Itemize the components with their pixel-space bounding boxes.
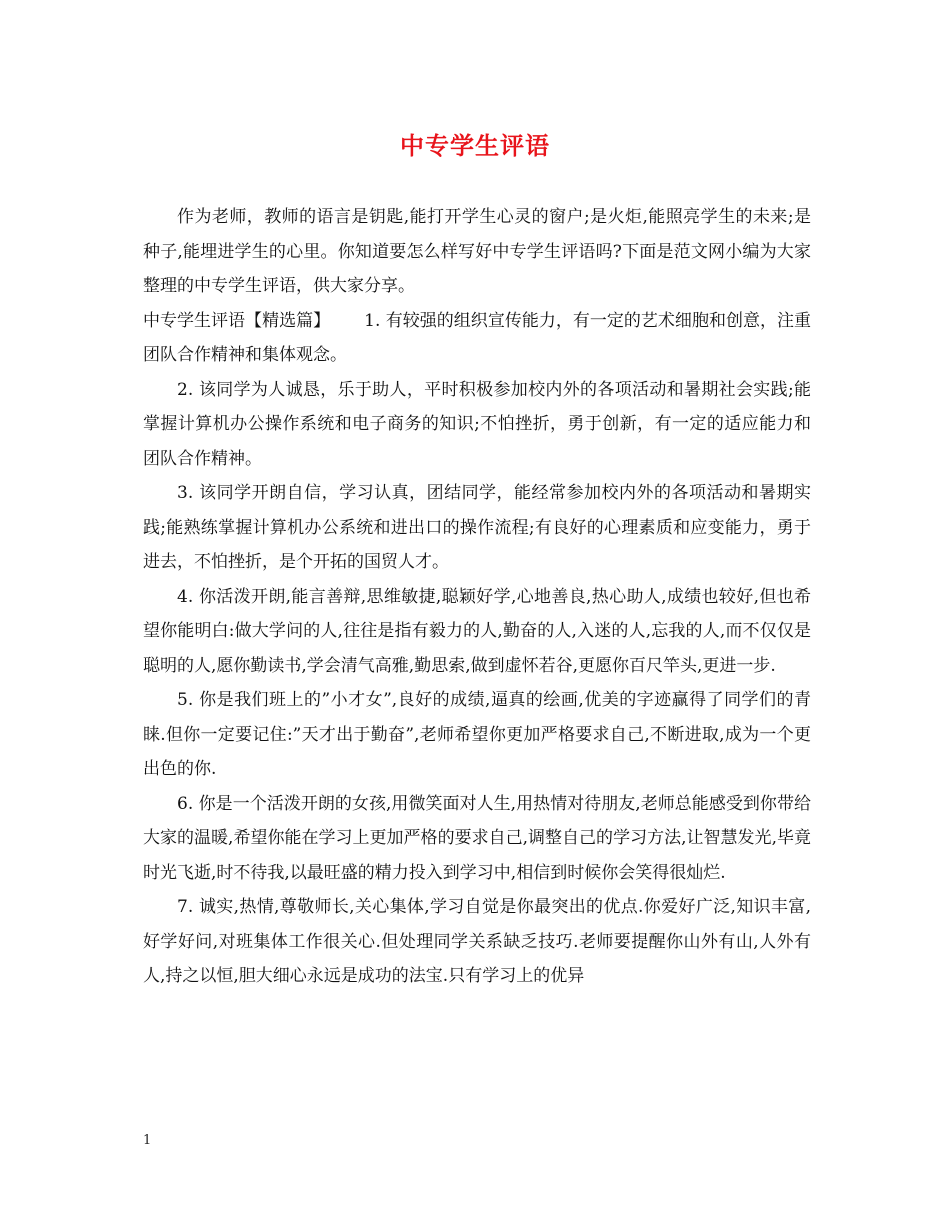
evaluation-item-4: 4. 你活泼开朗,能言善辩,思维敏捷,聪颖好学,心地善良,热心助人,成绩也较好,但也希望你能明白:做大学问的人,往往是指有毅力的人,勤奋的人,入迷的人,忘我的人,而不仅仅是聪明的人,愿你勤读书,学会清气高雅,勤思索,做到虚怀若谷,更愿你百尺竿头,更进一步. [143,586,811,676]
intro-paragraph: 作为老师，教师的语言是钥匙,能打开学生心灵的窗户;是火炬,能照亮学生的未来;是种子,能埋进学生的心里。你知道要怎么样写好中专学生评语吗?下面是范文网小编为大家整理的中专学生评语，供大家分享。 [143,207,811,296]
evaluation-item-2: 2. 该同学为人诚恳，乐于助人，平时积极参加校内外的各项活动和暑期社会实践;能掌握计算机办公操作系统和电子商务的知识;不怕挫折，勇于创新，有一定的适应能力和团队合作精神。 [143,379,811,469]
document-title: 中专学生评语 [400,131,550,160]
section-paragraph [143,304,811,373]
document-body [143,200,811,994]
page-number: 1 [143,1133,152,1148]
evaluation-item-7: 7. 诚实,热情,尊敬师长,关心集体,学习自觉是你最突出的优点.你爱好广泛,知识丰富,好学好问,对班集体工作很关心.但处理同学关系缺乏技巧.老师要提醒你山外有山,人外有人,持之以恒,胆大细心永远是成功的法宝.只有学习上的优异 [143,897,811,986]
evaluation-item-5: 5. 你是我们班上的”小才女”,良好的成绩,逼真的绘画,优美的字迹赢得了同学们的青睐.但你一定要记住:”天才出于勤奋”,老师希望你更加严格要求自己,不断进取,成为一个更出色的你. [143,690,811,779]
section-heading: 中专学生评语【精选篇】 [143,310,331,331]
evaluation-item-3: 3. 该同学开朗自信，学习认真，团结同学，能经常参加校内外的各项活动和暑期实践;能熟练掌握计算机办公系统和进出口的操作流程;有良好的心理素质和应变能力，勇于进去，不怕挫折，是个开拓的国贸人才。 [143,483,811,572]
evaluation-item-6: 6. 你是一个活泼开朗的女孩,用微笑面对人生,用热情对待朋友,老师总能感受到你带给大家的温暖,希望你能在学习上更加严格的要求自己,调整自己的学习方法,让智慧发光,毕竟时光飞逝,时不待我,以最旺盛的精力投入到学习中,相信到时候你会笑得很灿烂. [143,793,811,883]
evaluation-item-1: 1. 有较强的组织宣传能力，有一定的艺术细胞和创意，注重团队合作精神和集体观念。 [143,310,812,365]
